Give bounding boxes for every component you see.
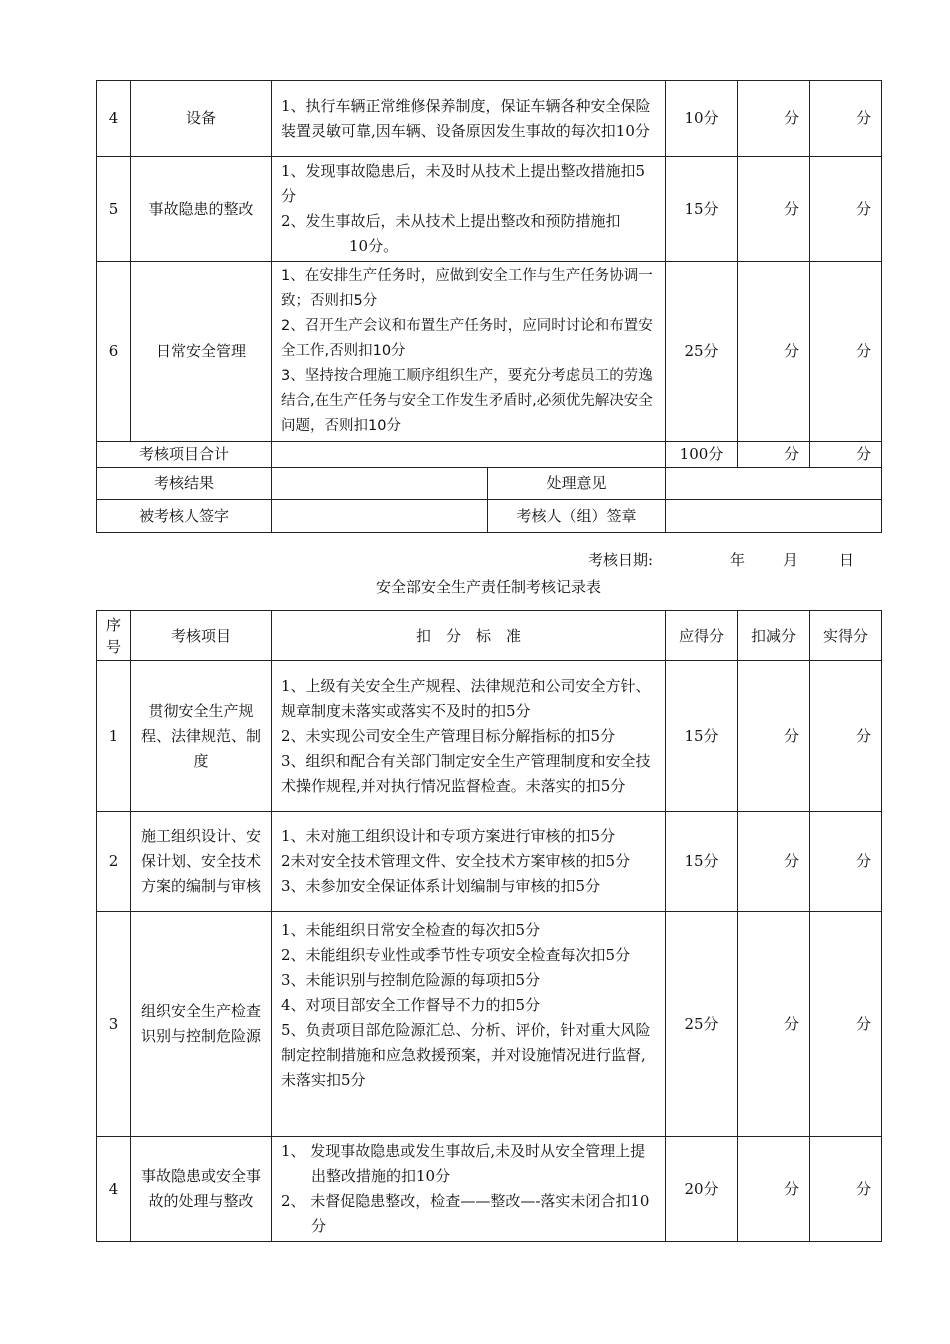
table-row [97, 157, 882, 262]
actual-score[interactable]: 分 [810, 812, 882, 912]
date-month: 月 [783, 551, 799, 569]
table-header-row [97, 611, 882, 661]
table-row [97, 812, 882, 912]
table-row [97, 661, 882, 812]
deducted-score[interactable]: 分 [738, 912, 810, 1137]
row-number: 3 [97, 912, 131, 1137]
opinion-label: 处理意见 [488, 468, 666, 500]
result-row [97, 468, 882, 500]
table-row [97, 1137, 882, 1242]
row-number: 1 [97, 661, 131, 812]
assessment-item: 贯彻安全生产规程、法律规范、制度 [131, 661, 272, 812]
deduction-criteria: 1、发现事故隐患后，未及时从技术上提出整改措施扣5分 2、发生事故后，未从技术上提出整改和预防措施扣 10分。 [272, 157, 666, 262]
total-due-score: 100分 [666, 442, 738, 468]
deduction-criteria: 1、在安排生产任务时，应做到安全工作与生产任务协调一致；否则扣5分 2、召开生产会议和布置生产任务时，应同时讨论和布置安全工作,否则扣10分 3、坚持按合理施工顺序组织生产，要充分考虑员工的劳逸结合,在生产任务与安全工作发生矛盾时,必须优先解决安全问题，否则扣10分 [272, 262, 666, 442]
due-score: 15分 [666, 661, 738, 812]
assessment-item: 日常安全管理 [131, 262, 272, 442]
due-score: 25分 [666, 912, 738, 1137]
row-number: 4 [97, 81, 131, 157]
date-year: 年 [730, 551, 746, 569]
actual-score[interactable]: 分 [810, 912, 882, 1137]
result-field[interactable] [272, 468, 488, 500]
due-score: 25分 [666, 262, 738, 442]
assessment-item: 组织安全生产检查识别与控制危险源 [131, 912, 272, 1137]
assessment-item: 设备 [131, 81, 272, 157]
deduction-criteria: 1、执行车辆正常维修保养制度，保证车辆各种安全保险装置灵敏可靠,因车辆、设备原因发生事故的每次扣10分 [272, 81, 666, 157]
total-row [97, 442, 882, 468]
total-actual-score[interactable]: 分 [810, 442, 882, 468]
due-score: 20分 [666, 1137, 738, 1242]
actual-score[interactable]: 分 [810, 661, 882, 812]
deducted-score[interactable]: 分 [738, 81, 810, 157]
assessor-label: 考核人（组）签章 [488, 500, 666, 533]
actual-score[interactable]: 分 [810, 1137, 882, 1242]
row-number: 4 [97, 1137, 131, 1242]
total-blank [272, 442, 666, 468]
table-title: 安全部安全生产责任制考核记录表 [375, 578, 601, 596]
date-day: 日 [839, 551, 855, 569]
due-score: 15分 [666, 157, 738, 262]
opinion-field[interactable] [666, 468, 882, 500]
row-number: 2 [97, 812, 131, 912]
deducted-score[interactable]: 分 [738, 812, 810, 912]
assessment-table-continued [96, 80, 882, 533]
table-row [97, 912, 882, 1137]
header-item: 考核项目 [131, 611, 272, 661]
table-row [97, 262, 882, 442]
assessment-item: 事故隐患或安全事故的处理与整改 [131, 1137, 272, 1242]
safety-dept-assessment-table [96, 610, 882, 1242]
deducted-score[interactable]: 分 [738, 661, 810, 812]
actual-score[interactable]: 分 [810, 262, 882, 442]
header-actual: 实得分 [810, 611, 882, 661]
deduction-criteria: 1、 发现事故隐患或发生事故后,未及时从安全管理上提出整改措施的扣10分 2、 未督促隐患整改，检查——整改—-落实未闭合扣10分 [272, 1137, 666, 1242]
row-number: 6 [97, 262, 131, 442]
actual-score[interactable]: 分 [810, 157, 882, 262]
signee-label: 被考核人签字 [97, 500, 272, 533]
deducted-score[interactable]: 分 [738, 157, 810, 262]
header-criteria: 扣 分 标 准 [272, 611, 666, 661]
result-label: 考核结果 [97, 468, 272, 500]
total-label: 考核项目合计 [97, 442, 272, 468]
assessment-item: 事故隐患的整改 [131, 157, 272, 262]
deduction-criteria: 1、上级有关安全生产规程、法律规范和公司安全方针、规章制度未落实或落实不及时的扣5分 2、未实现公司安全生产管理目标分解指标的扣5分 3、组织和配合有关部门制定安全生产管理制度和安全技术操作规程,并对执行情况监督检查。未落实的扣5分 [272, 661, 666, 812]
signature-row [97, 500, 882, 533]
header-no: 序号 [97, 611, 131, 661]
row-number: 5 [97, 157, 131, 262]
actual-score[interactable]: 分 [810, 81, 882, 157]
assessor-field[interactable] [666, 500, 882, 533]
due-score: 10分 [666, 81, 738, 157]
deduction-criteria: 1、未对施工组织设计和专项方案进行审核的扣5分 2未对安全技术管理文件、安全技术方案审核的扣5分 3、未参加安全保证体系计划编制与审核的扣5分 [272, 812, 666, 912]
due-score: 15分 [666, 812, 738, 912]
total-deducted-score[interactable]: 分 [738, 442, 810, 468]
deducted-score[interactable]: 分 [738, 1137, 810, 1242]
table-row [97, 81, 882, 157]
header-deduct: 扣减分 [738, 611, 810, 661]
date-label: 考核日期: [588, 551, 654, 569]
deduction-criteria: 1、未能组织日常安全检查的每次扣5分 2、未能组织专业性或季节性专项安全检查每次扣5分 3、未能识别与控制危险源的每项扣5分 4、对项目部安全工作督导不力的扣5分 5、负责项目部危险源汇总、分析、评价，针对重大风险制定控制措施和应急救援预案，并对设施情况进行监督,未落实扣5分 [272, 912, 666, 1137]
assessment-item: 施工组织设计、安保计划、安全技术方案的编制与审核 [131, 812, 272, 912]
header-due: 应得分 [666, 611, 738, 661]
deducted-score[interactable]: 分 [738, 262, 810, 442]
signee-field[interactable] [272, 500, 488, 533]
